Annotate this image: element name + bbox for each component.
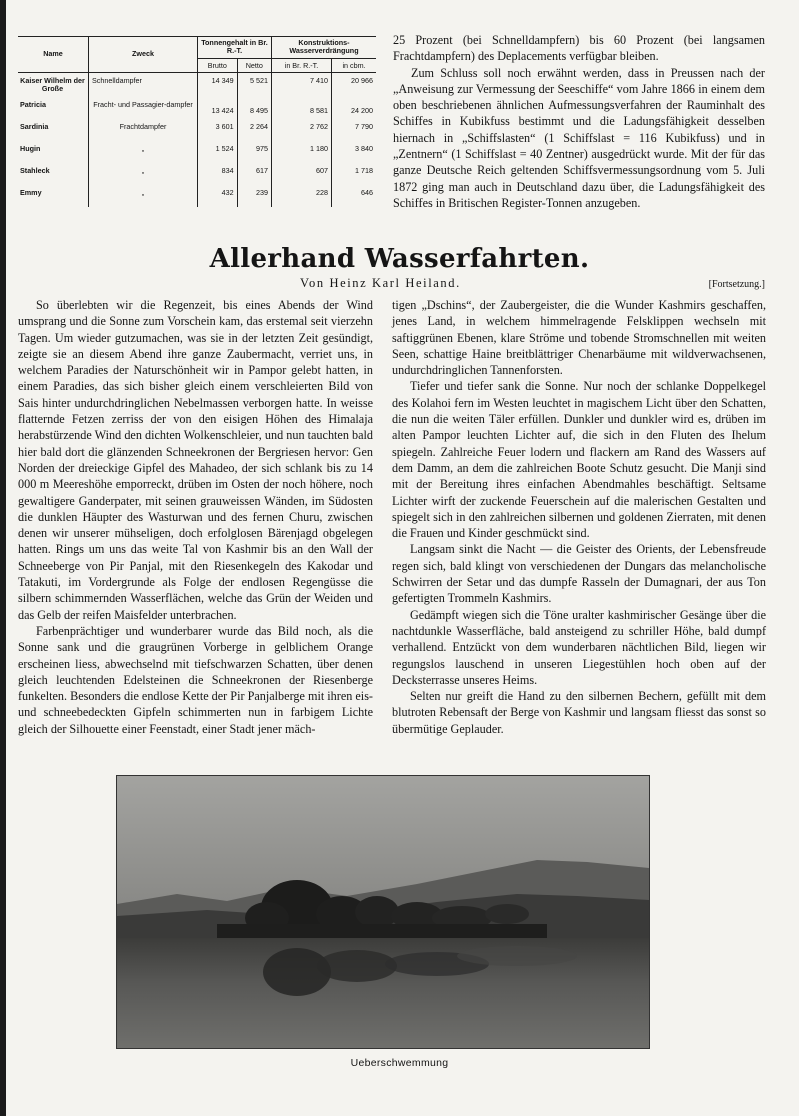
ship-displacement-cbm: 7 790 [332,119,376,141]
ship-brutto: 14 349 [198,72,238,97]
ship-purpose: Frachtdampfer [89,119,198,141]
ship-purpose: „ [89,141,198,163]
left-column [18,297,373,737]
ship-displacement-cbm: 20 966 [332,72,376,97]
table-row [18,163,376,185]
ship-purpose: „ [89,185,198,207]
ship-displacement-cbm: 24 200 [332,97,376,119]
ship-displacement-cbm: 1 718 [332,163,376,185]
ship-name: Patricia [20,100,46,110]
ship-name: Sardinia [20,122,49,132]
article-title: Allerhand Wasserfahrten. [209,244,590,274]
ship-brutto: 13 424 [198,97,238,119]
continued-note: [Fortsetzung.] [708,279,765,290]
ship-netto: 8 495 [237,97,271,119]
ship-tonnage-table [18,36,376,207]
flood-landscape-illustration [117,776,649,1048]
table-row [18,185,376,207]
ship-displacement-rt: 8 581 [271,97,331,119]
ship-name: Hugin [20,144,41,154]
ship-displacement-rt: 7 410 [271,72,331,97]
paragraph: Gedämpft wiegen sich die Töne uralter kashmirischer Gesänge über die nachtdunkle Wasserfläche, bald ansteigend zu schriller Höhe, bald dumpf verhallend. Entzückt von dem wunderbaren nächtlichen Bild, liegen wir regungslos lauschend in unseren Liegestühlen hoch oben auf der Decksterrasse unseres Heims. [392,607,766,687]
header-netto: Netto [237,58,271,72]
right-column [392,297,766,737]
paragraph: Tiefer und tiefer sank die Sonne. Nur noch der schlanke Doppelkegel des Kolahoi fern im Westen leuchtet in magischem Licht über den Schatten, die nun die weiten Täler erfüllen. Dunkler und dunkler wird es, drüben im alten Pampor leuchten Lichter auf, die sich in den Fluten des Ihelum spiegeln. Zahlreiche Feuer lodern und flackern am Rand des Wassers auf dem Damm, an dem die zahlreichen Boote Schutz gesucht. Die Manji sind mit der Bereitung ihres einfachen Abendmahles beschäftigt. Seltsame Lichter wirft der zuckende Feuerschein auf die malerischen Gestalten und spiegelt sich in den zahlreichen silbernen und goldenen Zierraten, mit denen die Frauen und Kinder geschmückt sind. [392,379,766,541]
header-brutto: Brutto [198,58,238,72]
header-in-br-rt: in Br. R.-T. [271,58,331,72]
ship-brutto: 432 [198,185,238,207]
flood-photo [116,775,650,1049]
ship-name: Kaiser Wilhelm der Große [20,75,85,94]
paragraph: Farbenprächtiger und wunderbarer wurde das Bild noch, als die Sonne sank und die graugrünen Vorberge in gelblichem Orange erscheinen liess, abwechselnd mit tiefschwarzen Schatten, über denen gleich leuchtenden Edelsteinen die Schneekronen der Riesenberge funkelten. Besonders die endlose Kette der Pir Panjalberge mit ihren eis- und schneebedeckten Gipfeln schimmerten nun in farbigem Lichte gleich der Silhouette einer Feenstadt, einer Stadt jener mäch- [18,623,373,736]
ship-name: Stahleck [20,166,50,176]
ship-displacement-rt: 1 180 [271,141,331,163]
ship-netto: 5 521 [237,72,271,97]
table-row [18,97,376,119]
ship-brutto: 3 601 [198,119,238,141]
ship-displacement-cbm: 646 [332,185,376,207]
photo-caption: Ueberschwemmung [350,1057,449,1069]
ship-displacement-rt: 607 [271,163,331,185]
ship-displacement-cbm: 3 840 [332,141,376,163]
ship-netto: 239 [237,185,271,207]
table-row [18,141,376,163]
paragraph: Zum Schluss soll noch erwähnt werden, dass in Preussen nach der „Anweisung zur Vermessung der Seeschiffe“ vom Jahre 1866 in einem dem oben beschriebenen ähnlichen Aufmessungsverfahren der Rauminhalt des Schiffes in Kubikfuss bestimmt und die Ladungsfähigkeit desselben hiernach in „Schiffslasten“ (1 Schiffslast = 116 Kubikfuss) und in „Zentnern“ (1 Schiffslast = 40 Zentner) ausgedrückt wurde. Mit der für das ganze Deutsche Reich geltenden Schiffsvermessungsordnung vom 5. Juli 1872 ging man auch in Deutschland dazu über, die Ladungsfähigkeit des Schiffes in Britischen Register-Tonnen anzugeben. [393,65,765,210]
header-konstruktion: Konstruktions-Wasserverdrängung [271,37,376,59]
paragraph: 25 Prozent (bei Schnelldampfern) bis 60 Prozent (bei langsamen Frachtdampfern) des Deplacements verfügbar bleiben. [393,33,765,64]
ship-netto: 975 [237,141,271,163]
ship-purpose: Schnelldampfer [89,72,198,97]
ship-purpose: Fracht- und Passagier-dampfer [89,97,198,119]
header-name: Name [18,37,89,73]
ship-displacement-rt: 2 762 [271,119,331,141]
paragraph: Selten nur greift die Hand zu den silbernen Bechern, gefüllt mit dem blutroten Rebensaft der Berge von Kashmir und langsam fliesst das sonst so übermütige Geplauder. [392,689,766,736]
article-author: Von Heinz Karl Heiland. [300,276,461,290]
ship-brutto: 834 [198,163,238,185]
ship-netto: 617 [237,163,271,185]
ship-brutto: 1 524 [198,141,238,163]
ship-displacement-rt: 228 [271,185,331,207]
ship-netto: 2 264 [237,119,271,141]
paragraph: So überlebten wir die Regenzeit, bis eines Abends der Wind umsprang und die Sonne zum Vorschein kam, das erstemal seit vierzehn Tagen. Um wieder gutzumachen, was sie in der letzten Zeit gesündigt, zeigte sie an diesem Abend ihre ganze Zaubermacht, verriet uns, in welchem Paradies der Naturschönheit wir in Pampor gelebt hatten, in einem Paradies, das sich bisher gleich einem verschleierten Bild von Sais hinter undurchdringlichen Nebelmassen verborgen hatte. In weisse flatternde Fetzen zerriss der von den eisigen Höhen des Himalaja herabstürzende Wind den dichten Wolkenschleier, und nun tauchten bald hier bald dort die glänzenden Schneekronen der Bergriesen hervor: Gen Norden der dreieckige Gipfel des Mahadeo, der sich schlank bis zu 14 000 m Meereshöhe emporreckt, drüben im Osten der noch höhere, noch gewaltigere Ganderpater, mit seinen grauweissen Wänden, im Südosten die dunklen Häupter des Wasturwan und des fernen Churu, zwischen denen wir unserer mühseligen, doch erfolglosen Bärenjagd obgelegen hatten. Rings um uns das weite Tal von Kashmir bis an den Wall der Schneeberge von Pir Panjal, mit den Riesenkegeln des Kakodar und Tatakuti, im Vordergrunde als Folge der endlosen Regengüsse die silbern schimmernden Wasserflächen, welche das Grün der Weiden und das Gelb der reifen Maisfelder unterbrachen. [18,298,373,622]
paragraph: tigen „Dschins“, der Zaubergeister, die die Wunder Kashmirs geschaffen, jenes Land, in welchem himmelragende Felsklippen wechseln mit saftiggrünen Ebenen, klare Ströme und tobende Stromschnellen mit weiten Seen, schattige Haine breitblättriger Chenarbäume mit wildverwachsenen, undurchdringlichen Tannenforsten. [392,298,766,378]
ship-name: Emmy [20,188,42,198]
header-tonnengehalt: Tonnengehalt in Br. R.-T. [198,37,272,59]
table-row [18,119,376,141]
ship-purpose: „ [89,163,198,185]
header-zweck: Zweck [89,37,198,73]
top-right-column [393,32,765,211]
scan-edge [0,0,6,1116]
table-row [18,72,376,97]
header-in-cbm: in cbm. [332,58,376,72]
paragraph: Langsam sinkt die Nacht — die Geister des Orients, der Lebensfreude regen sich, bald klingt von verschiedenen der Dungars das melancholische Schwirren der Setar und das dumpfe Rasseln der Dumagnari, der aus Ton gefertigten Trommeln Kashmirs. [392,542,766,606]
